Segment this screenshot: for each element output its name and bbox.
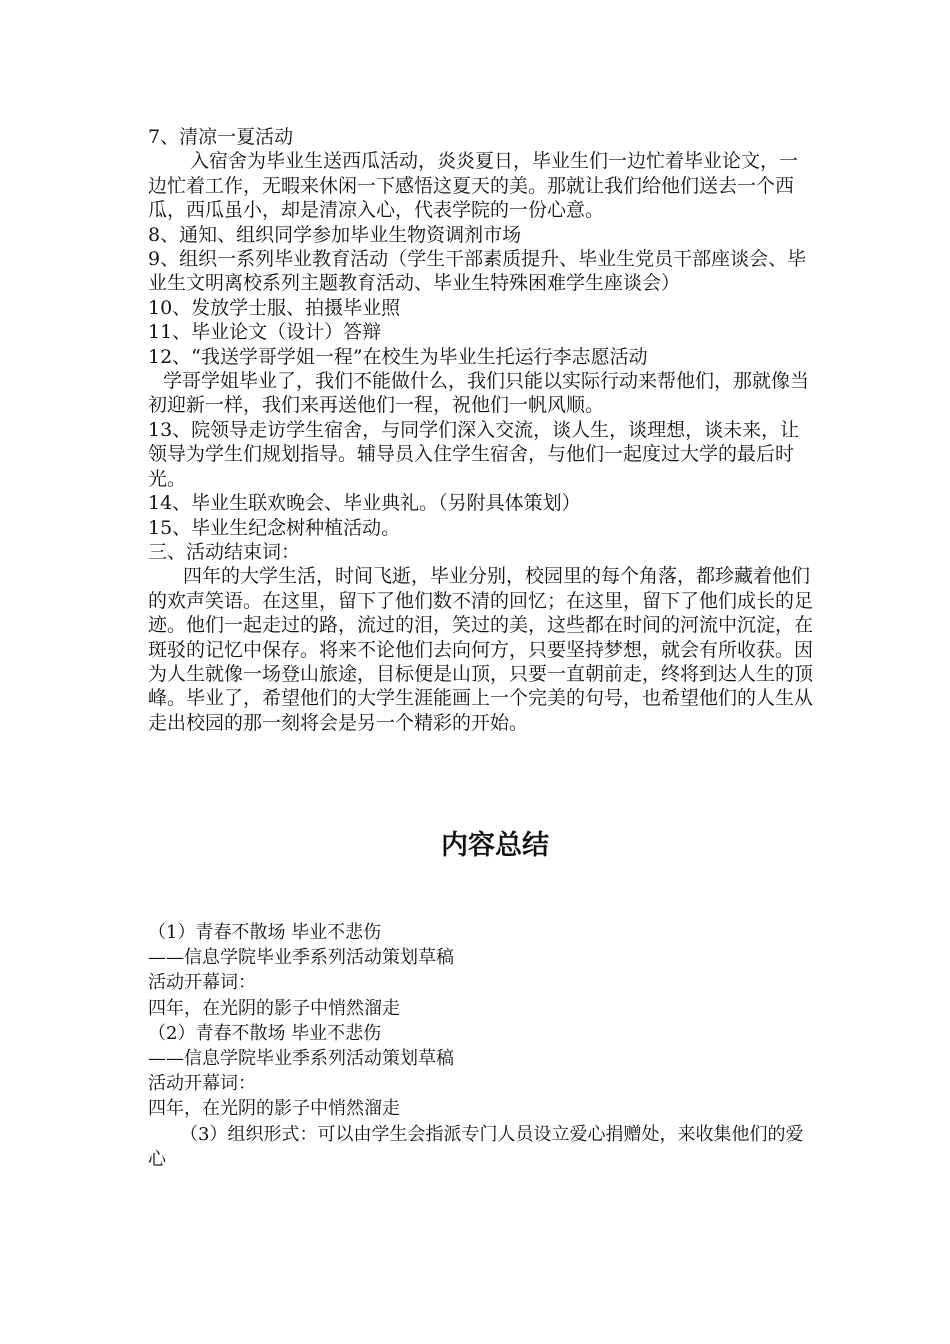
summary-p2-text: 四年，在光阴的影子中悄然溜走 bbox=[148, 1098, 400, 1120]
item-14: 14、毕业生联欢晚会、毕业典礼。（另附具体策划） bbox=[148, 492, 581, 515]
item-13: 13、院领导走访学生宿舍，与同学们深入交流，谈人生，谈理想，谈未来，让领导为学生们规划指导。辅导员入住学生宿舍，与他们一起度过大学的最后时光。 bbox=[148, 418, 800, 490]
summary-p1-text: 四年，在光阴的影子中悄然溜走 bbox=[148, 997, 400, 1019]
summary-p2-title: （2）青春不散场 毕业不悲伤 bbox=[148, 1022, 382, 1044]
item-11: 11、毕业论文（设计）答辩 bbox=[148, 321, 382, 344]
item-9: 9、组织一系列毕业教育活动（学生干部素质提升、毕业生党员干部座谈会、毕业生文明离校系列主题教育活动、毕业生特殊困难学生座谈会） bbox=[148, 248, 807, 295]
summary-p2-label: 活动开幕词： bbox=[148, 1073, 256, 1095]
item-15: 15、毕业生纪念树种植活动。 bbox=[148, 516, 401, 539]
summary-p1-title: （1）青春不散场 毕业不悲伤 bbox=[148, 922, 382, 943]
item-7-text: 入宿舍为毕业生送西瓜活动，炎炎夏日，毕业生们一边忙着毕业论文，一边忙着工作，无暇来休闲一下感悟这夏天的美。那就让我们给他们送去一个西瓜，西瓜虽小，却是清凉入心，代表学院的一份心意。 bbox=[148, 150, 799, 222]
summary-title: 内容总结 bbox=[441, 830, 549, 861]
summary-body bbox=[148, 920, 816, 1172]
item-7-title: 7、清凉一夏活动 bbox=[148, 126, 294, 148]
document-body bbox=[148, 125, 816, 735]
summary-p3-text: （3）组织形式：可以由学生会指派专门人员设立爱心捐赠处，来收集他们的爱心 bbox=[148, 1123, 804, 1170]
summary-p2-subtitle: ——信息学院毕业季系列活动策划草稿 bbox=[148, 1048, 454, 1070]
section-3-text: 四年的大学生活，时间飞逝，毕业分别，校园里的每个角落，都珍藏着他们的欢声笑语。在这里，留下了他们数不清的回忆；在这里，留下了他们成长的足迹。他们一起走过的路，流过的泪，笑过的美，这些都在时间的河流中沉淀，在斑驳的记忆中保存。将来不论他们去向何方，只要坚持梦想，就会有所收获。因为人生就像一场登山旅途，目标便是山顶，只要一直朝前走，终将到达人生的顶峰。毕业了，希望他们的大学生涯能画上一个完美的句号，也希望他们的人生从走出校园的那一刻将会是另一个精彩的开始。 bbox=[148, 565, 814, 734]
item-12-title: 12、“我送学哥学姐一程”在校生为毕业生托运行李志愿活动 bbox=[148, 345, 648, 368]
item-12-text: 学哥学姐毕业了，我们不能做什么，我们只能以实际行动来帮他们，那就像当初迎新一样，我们来再送他们一程，祝他们一帆风顺。 bbox=[148, 370, 810, 417]
summary-p1-label: 活动开幕词： bbox=[148, 972, 256, 994]
item-8: 8、通知、组织同学参加毕业生物资调剂市场 bbox=[148, 223, 522, 246]
summary-p1-subtitle: ——信息学院毕业季系列活动策划草稿 bbox=[148, 947, 454, 969]
section-3-title: 三、活动结束词： bbox=[148, 540, 301, 563]
item-10: 10、发放学士服、拍摄毕业照 bbox=[148, 296, 401, 319]
